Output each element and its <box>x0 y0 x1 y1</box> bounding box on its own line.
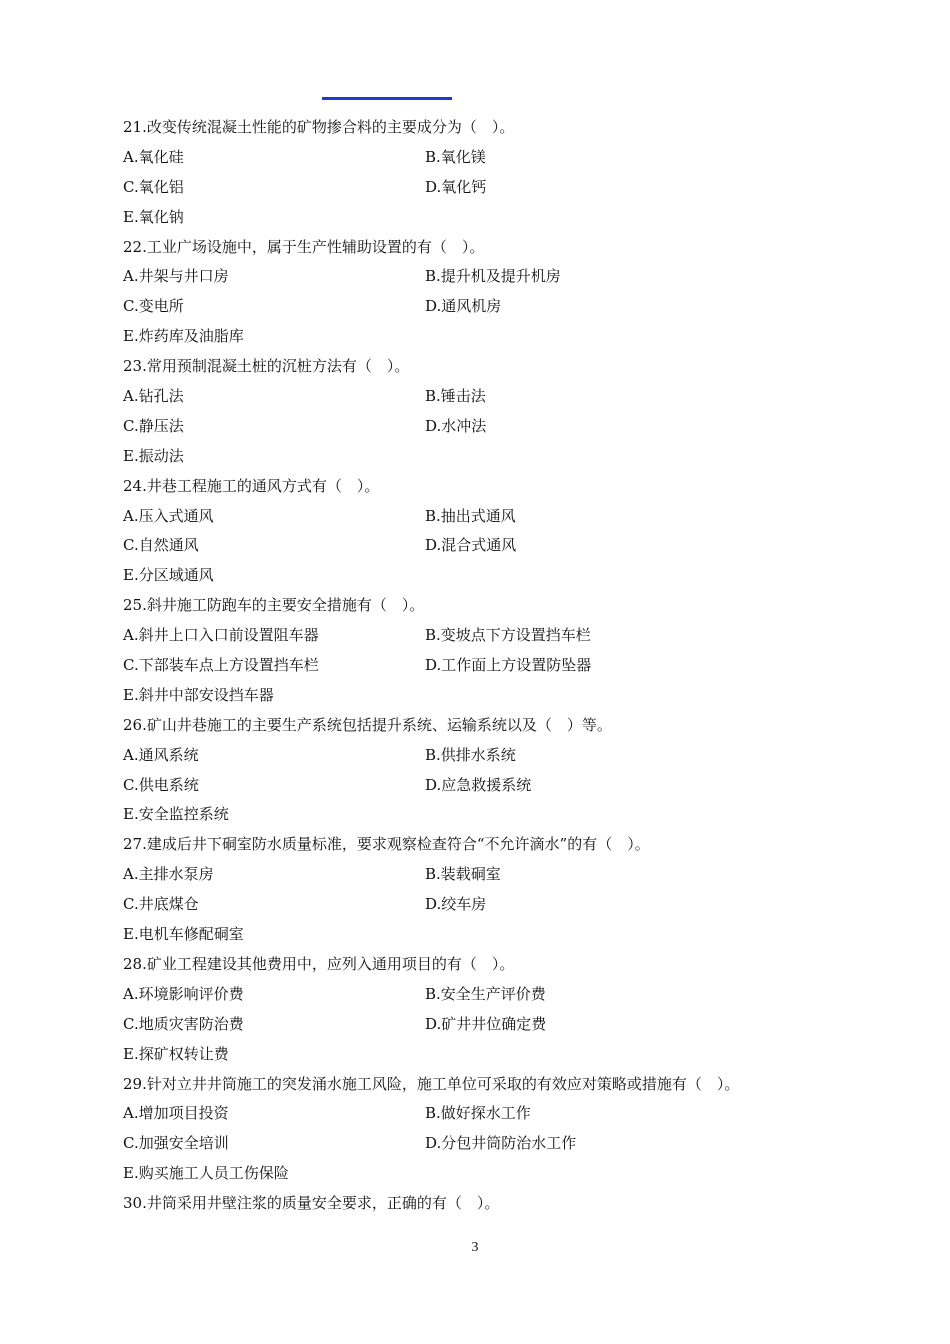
question-stem: 21.改变传统混凝土性能的矿物掺合料的主要成分为（ ）。 <box>123 118 515 136</box>
option-e: E.电机车修配硐室 <box>123 925 244 944</box>
option-b: B.氧化镁 <box>425 147 486 166</box>
option-d: D.分包井筒防治水工作 <box>425 1134 577 1153</box>
option-b: B.锤击法 <box>425 387 486 406</box>
option-row <box>123 771 883 801</box>
question-stem: 24.井巷工程施工的通风方式有（ ）。 <box>123 476 380 495</box>
question-stem: 26.矿山井巷施工的主要生产系统包括提升系统、运输系统以及（ ）等。 <box>123 715 612 734</box>
question-stem: 29.针对立井井筒施工的突发涌水施工风险，施工单位可采取的有效应对策略或措施有（ ）。 <box>123 1074 740 1093</box>
option-e: E.探矿权转让费 <box>123 1044 229 1063</box>
option-row <box>123 382 883 412</box>
option-d: D.氧化钙 <box>425 177 487 196</box>
option-row <box>123 741 883 771</box>
option-c: C.下部装车点上方设置挡车栏 <box>123 656 319 675</box>
option-a: A.压入式通风 <box>123 506 214 525</box>
option-c: C.井底煤仓 <box>123 895 199 914</box>
question-stem: 23.常用预制混凝土桩的沉桩方法有（ ）。 <box>123 357 410 376</box>
option-d: D.水冲法 <box>425 416 487 435</box>
question-stem: 25.斜井施工防跑车的主要安全措施有（ ）。 <box>123 596 425 615</box>
option-c: C.地质灾害防治费 <box>123 1014 244 1033</box>
option-c: C.氧化铝 <box>123 177 184 196</box>
option-row <box>123 621 883 651</box>
option-row <box>123 173 883 203</box>
option-e: E.氧化钠 <box>123 207 184 226</box>
option-row <box>123 531 883 561</box>
option-d: D.矿井井位确定费 <box>425 1014 547 1033</box>
option-d: D.工作面上方设置防坠器 <box>425 656 592 675</box>
option-row <box>123 1129 883 1159</box>
option-c: C.自然通风 <box>123 536 199 555</box>
option-row <box>123 412 883 442</box>
option-a: A.井架与井口房 <box>123 267 229 286</box>
option-row <box>123 292 883 322</box>
option-d: D.混合式通风 <box>425 536 517 555</box>
option-row <box>123 980 883 1010</box>
option-a: A.主排水泵房 <box>123 865 214 884</box>
option-c: C.变电所 <box>123 297 184 316</box>
option-e: E.斜井中部安设挡车器 <box>123 685 274 704</box>
option-d: D.通风机房 <box>425 297 502 316</box>
option-a: A.增加项目投资 <box>123 1104 229 1123</box>
option-e: E.分区域通风 <box>123 566 214 585</box>
option-d: D.应急救援系统 <box>425 775 532 794</box>
option-a: A.通风系统 <box>123 745 199 764</box>
option-b: B.做好探水工作 <box>425 1104 531 1123</box>
option-row <box>123 262 883 292</box>
question-stem: 27.建成后井下硐室防水质量标准，要求观察检查符合“不允许滴水”的有（ ）。 <box>123 835 650 854</box>
option-row <box>123 651 883 681</box>
option-d: D.绞车房 <box>425 895 487 914</box>
option-row <box>123 143 883 173</box>
page-number: 3 <box>471 1240 479 1255</box>
option-b: B.变坡点下方设置挡车栏 <box>425 626 591 645</box>
option-b: B.供排水系统 <box>425 745 516 764</box>
option-row <box>123 1099 883 1129</box>
option-b: B.提升机及提升机房 <box>425 267 561 286</box>
option-b: B.安全生产评价费 <box>425 984 546 1003</box>
option-c: C.加强安全培训 <box>123 1134 229 1153</box>
option-row <box>123 502 883 532</box>
option-a: A.钻孔法 <box>123 387 184 406</box>
question-stem: 22.工业广场设施中，属于生产性辅助设置的有（ ）。 <box>123 237 485 256</box>
option-a: A.斜井上口入口前设置阻车器 <box>123 626 319 645</box>
option-c: C.供电系统 <box>123 775 199 794</box>
option-row <box>123 1010 883 1040</box>
option-e: E.购买施工人员工伤保险 <box>123 1164 289 1183</box>
option-row <box>123 860 883 890</box>
option-c: C.静压法 <box>123 416 184 435</box>
question-list <box>123 113 883 1219</box>
header-rule <box>322 97 452 100</box>
option-b: B.抽出式通风 <box>425 506 516 525</box>
option-a: A.氧化硅 <box>123 147 184 166</box>
option-e: E.振动法 <box>123 446 184 465</box>
option-e: E.安全监控系统 <box>123 805 229 824</box>
option-e: E.炸药库及油脂库 <box>123 327 244 346</box>
option-b: B.装载硐室 <box>425 865 501 884</box>
question-stem: 28.矿业工程建设其他费用中，应列入通用项目的有（ ）。 <box>123 954 515 973</box>
question-stem: 30.井筒采用井壁注浆的质量安全要求，正确的有（ ）。 <box>123 1194 500 1213</box>
option-row <box>123 890 883 920</box>
option-a: A.环境影响评价费 <box>123 984 244 1003</box>
